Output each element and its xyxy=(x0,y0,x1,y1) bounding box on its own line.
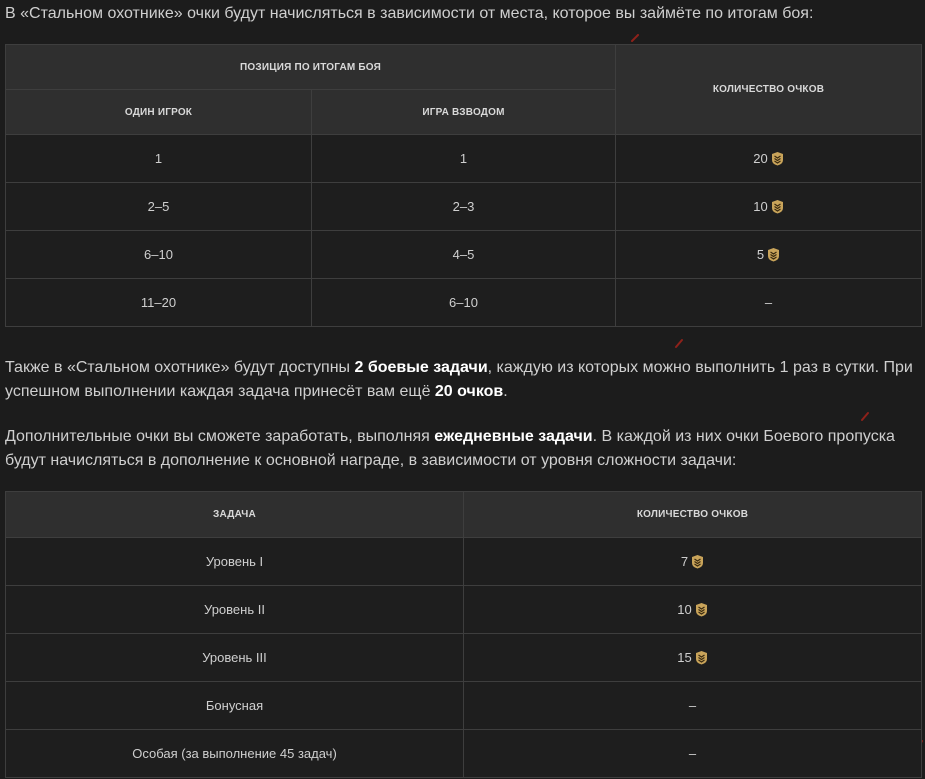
table-row xyxy=(6,586,922,634)
para2-bold-1: 2 боевые задачи xyxy=(354,359,488,376)
battle-pass-point-icon xyxy=(771,151,784,166)
header-platoon: ИГРА ВЗВОДОМ xyxy=(312,90,616,135)
solo-cell: 11–20 xyxy=(6,279,312,327)
platoon-cell: 1 xyxy=(312,135,616,183)
table-row xyxy=(6,682,922,730)
points-cell xyxy=(616,231,922,279)
table-row xyxy=(6,279,922,327)
header-task: ЗАДАЧА xyxy=(6,492,464,538)
battle-pass-point-icon xyxy=(695,650,708,665)
para3-bold-1: ежедневные задачи xyxy=(434,428,593,445)
table-row xyxy=(6,730,922,778)
points-cell xyxy=(464,586,922,634)
task-cell: Уровень III xyxy=(6,634,464,682)
battle-tasks-paragraph xyxy=(5,356,920,404)
points-value: 20 xyxy=(753,151,768,166)
points-value: 7 xyxy=(680,554,689,569)
task-cell: Особая (за выполнение 45 задач) xyxy=(6,730,464,778)
solo-cell: 6–10 xyxy=(6,231,312,279)
table-row xyxy=(6,538,922,586)
points-value: 10 xyxy=(753,199,768,214)
battle-pass-point-icon xyxy=(771,199,784,214)
daily-tasks-paragraph xyxy=(5,425,920,473)
points-cell: – xyxy=(464,730,922,778)
task-cell: Уровень II xyxy=(6,586,464,634)
para3-text-1: Дополнительные очки вы сможете заработать, выполняя xyxy=(5,428,435,445)
platoon-cell: 4–5 xyxy=(312,231,616,279)
points-value: 5 xyxy=(756,247,765,262)
header-points: КОЛИЧЕСТВО ОЧКОВ xyxy=(616,45,922,135)
points-cell: – xyxy=(464,682,922,730)
solo-cell: 1 xyxy=(6,135,312,183)
table-row xyxy=(6,135,922,183)
table-row xyxy=(6,183,922,231)
header-position: ПОЗИЦИЯ ПО ИТОГАМ БОЯ xyxy=(6,45,616,90)
battle-pass-point-icon xyxy=(767,247,780,262)
battle-pass-point-icon xyxy=(695,602,708,617)
points-cell xyxy=(464,538,922,586)
header-points: КОЛИЧЕСТВО ОЧКОВ xyxy=(464,492,922,538)
para3-text-2: . В каждой из них очки Боевого пропуска будут начисляться в дополнение к основной награде, в зависимости от уровня сложности задачи: xyxy=(5,428,895,469)
placement-points-table xyxy=(5,44,922,327)
points-cell xyxy=(616,183,922,231)
solo-cell: 2–5 xyxy=(6,183,312,231)
para2-text-3: . xyxy=(503,383,508,400)
task-cell: Уровень I xyxy=(6,538,464,586)
task-cell: Бонусная xyxy=(6,682,464,730)
points-value: 10 xyxy=(677,602,692,617)
platoon-cell: 6–10 xyxy=(312,279,616,327)
points-cell: – xyxy=(616,279,922,327)
daily-task-points-table xyxy=(5,491,922,778)
header-solo: ОДИН ИГРОК xyxy=(6,90,312,135)
points-cell xyxy=(464,634,922,682)
intro-text: В «Стальном охотнике» очки будут начисляться в зависимости от места, которое вы займёте по итогам боя: xyxy=(5,5,814,22)
battle-pass-point-icon xyxy=(691,554,704,569)
para2-bold-2: 20 очков xyxy=(434,383,504,400)
points-value: 15 xyxy=(677,650,692,665)
para2-text-1: Также в «Стальном охотнике» будут доступны xyxy=(5,359,355,376)
platoon-cell: 2–3 xyxy=(312,183,616,231)
points-cell xyxy=(616,135,922,183)
table-row xyxy=(6,634,922,682)
para2-text-2: , каждую из которых можно выполнить 1 раз в сутки. При успешном выполнении каждая задача принесёт вам ещё xyxy=(5,359,913,400)
table-row xyxy=(6,231,922,279)
